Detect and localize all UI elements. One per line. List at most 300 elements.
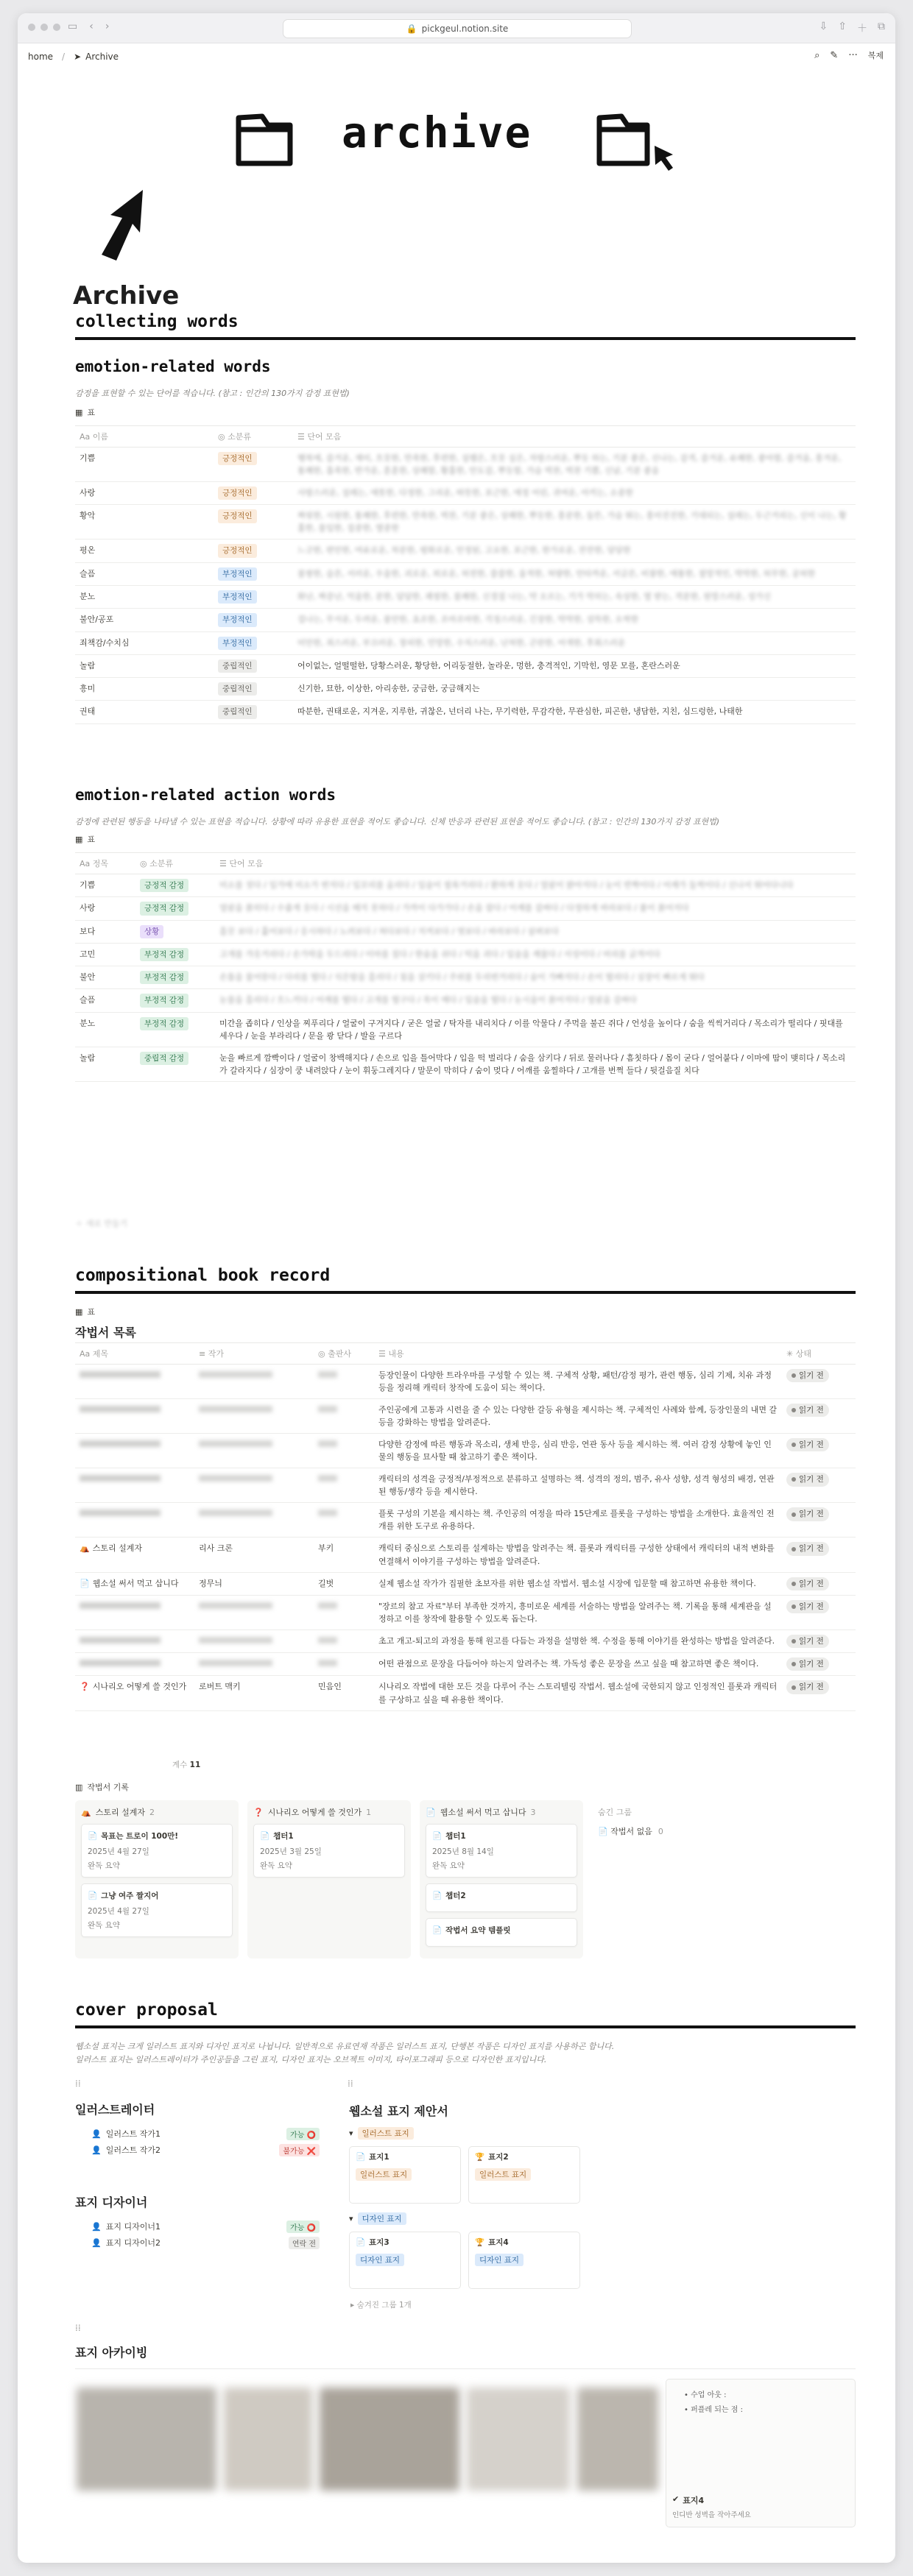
- row-name[interactable]: 기쁨: [75, 447, 214, 482]
- notion-topbar: [18, 43, 895, 70]
- category-tag: 중립적인: [218, 705, 257, 718]
- content-cell[interactable]: 실제 웹소설 작가가 집필한 초보자를 위한 웹소설 작법서. 웹소설 시장에 입문할 때 참고하면 유용한 책이다.: [374, 1572, 782, 1595]
- table-row[interactable]: [75, 1468, 856, 1503]
- table-row[interactable]: [75, 505, 856, 539]
- category-cell[interactable]: [214, 609, 293, 631]
- publisher-cell[interactable]: [314, 1399, 374, 1434]
- category-cell[interactable]: [135, 966, 215, 989]
- words-cell[interactable]: 화난, 짜증난, 억울한, 분한, 답답한, 괘씸한, 불쾌한, 신경질 나는, 약 오르는, 기가 막히는, 속상한, 열 받는, 격분한, 원망스러운, 성가신: [293, 585, 856, 608]
- download-icon: ⇩: [819, 21, 828, 32]
- status-badge: 읽기 전: [786, 1369, 829, 1382]
- card-date: 2025년 3월 25일: [260, 1847, 322, 1856]
- row-name[interactable]: 분노: [75, 585, 214, 608]
- book-title-cell[interactable]: [75, 1365, 194, 1399]
- words-cell[interactable]: 겁나는, 무서운, 두려운, 불안한, 초조한, 조마조마한, 걱정스러운, 긴장한, 막막한, 섬뜩한, 오싹한: [293, 609, 856, 631]
- category-tag: 긍정적 감정: [140, 902, 188, 915]
- content-cell[interactable]: 캐릭터 중심으로 스토리를 설계하는 방법을 알려주는 책. 플롯과 캐릭터를 구성한 상태에서 캐릭터의 내적 변화를 연결해서 이야기를 구성하는 방법을 알려준다.: [374, 1538, 782, 1572]
- author-cell[interactable]: [194, 1399, 314, 1434]
- column-header[interactable]: ☰ 단어 모음: [293, 426, 856, 447]
- category-cell[interactable]: [135, 1012, 215, 1047]
- row-name[interactable]: 보다: [75, 920, 135, 943]
- category-cell[interactable]: [135, 989, 215, 1012]
- words-cell[interactable]: 고개를 갸웃거리다 / 손가락을 두드리다 / 이마를 짚다 / 한숨을 쉬다 / 턱을 괴다 / 입술을 깨물다 / 서성이다 / 머리를 긁적이다: [215, 943, 856, 966]
- board-column[interactable]: [247, 1800, 411, 1958]
- category-cell[interactable]: [214, 701, 293, 723]
- words-cell[interactable]: 따분한, 권태로운, 지겨운, 지루한, 귀찮은, 넌더리 나는, 무기력한, 무감각한, 무관심한, 피곤한, 냉담한, 지친, 심드렁한, 나태한: [293, 701, 856, 723]
- row-name[interactable]: 슬픔: [75, 989, 135, 1012]
- column-header[interactable]: ☰ 단어 모음: [215, 853, 856, 874]
- lock-icon: 🔒: [406, 24, 417, 34]
- category-cell[interactable]: [214, 585, 293, 608]
- action-words-table: [75, 852, 856, 1082]
- availability-badge: 가능 ⭕: [286, 2221, 320, 2233]
- publisher-cell[interactable]: 길벗: [314, 1572, 374, 1595]
- author-cell[interactable]: 정무늬: [194, 1572, 314, 1595]
- availability-badge: 가능 ⭕: [286, 2128, 320, 2140]
- table-icon: ▦: [75, 834, 83, 844]
- file-icon: 📄: [260, 1832, 270, 1841]
- table-row[interactable]: [75, 1630, 856, 1652]
- board-column-header[interactable]: 📄 웹소설 써서 먹고 삽니다 3: [426, 1807, 536, 1817]
- publisher-cell[interactable]: [314, 1630, 374, 1652]
- category-tag: 중립적 감정: [140, 1052, 188, 1065]
- row-name[interactable]: 분노: [75, 1012, 135, 1047]
- book-board: [75, 1800, 714, 1958]
- column-header[interactable]: Aa 이름: [75, 426, 214, 447]
- column-header[interactable]: ≡ 작가: [194, 1343, 314, 1365]
- words-cell[interactable]: 눈을 빠르게 깜빡이다 / 얼굴이 창백해지다 / 손으로 입을 틀어막다 / 입을 떡 벌리다 / 숨을 삼키다 / 뒤로 물러나다 / 흠칫하다 / 몸이 굳다 / 얼어붙다 / 이마에 땀이 맺히다 / 목소리가 갈라지다 / 심장이 쿵 내려앉다 / 눈이 휘둥그레지다 / 말문이 막히다 / 숨이 멎다 / 어깨를 움찔하다 / 고개를 번쩍 들다 / 뒷걸음질 치다: [215, 1047, 856, 1081]
- page-title: Archive: [73, 281, 180, 311]
- tabs-icon: ⧉: [878, 21, 885, 32]
- designer-list: [91, 2218, 320, 2251]
- section-cover-proposal: cover proposal: [75, 2000, 218, 2020]
- table-row[interactable]: [75, 539, 856, 562]
- table-row[interactable]: [75, 678, 856, 701]
- board-card[interactable]: 📄 챕터1 2025년 3월 25일 완독 요약: [253, 1824, 405, 1878]
- group-icon: ⛺: [81, 1807, 91, 1817]
- row-name[interactable]: 놀람: [75, 1047, 135, 1081]
- group-design[interactable]: ▾ 디자인 표지: [349, 2212, 406, 2225]
- new-row-button[interactable]: ＋ 새로 만들기: [75, 1219, 128, 1228]
- address-bar[interactable]: [283, 19, 632, 38]
- publisher-cell[interactable]: [314, 1595, 374, 1630]
- publisher-cell[interactable]: [314, 1503, 374, 1538]
- cover-card[interactable]: 🏆 표지2 일러스트 표지: [468, 2146, 580, 2204]
- status-badge: 읽기 전: [786, 1680, 829, 1694]
- archive-page-icon: ➤: [74, 52, 82, 62]
- row-name[interactable]: 흥미: [75, 678, 214, 701]
- list-item[interactable]: 👤 표지 디자이너2 연락 전: [91, 2234, 320, 2251]
- author-cell[interactable]: [194, 1503, 314, 1538]
- table-row[interactable]: [75, 585, 856, 608]
- words-cell[interactable]: 얼굴을 붉히다 / 수줍게 웃다 / 시선을 떼지 못하다 / 가까이 다가가다 / 손을 잡다 / 어깨를 감싸다 / 다정하게 바라보다 / 볼이 붉어지다: [215, 897, 856, 920]
- category-cell[interactable]: [214, 631, 293, 654]
- author-cell[interactable]: [194, 1434, 314, 1468]
- column-header[interactable]: ✳ 상태: [782, 1343, 856, 1365]
- words-cell[interactable]: 흘끗 보다 / 훑어보다 / 응시하다 / 노려보다 / 쳐다보다 / 지켜보다 / 엿보다 / 바라보다 / 살펴보다: [215, 920, 856, 943]
- book-title: 시나리오 어떻게 쓸 것인가: [92, 1682, 187, 1692]
- check-icon: ✔: [672, 2494, 680, 2504]
- board-column-header[interactable]: ❓ 시나리오 어떻게 쓸 것인가 1: [253, 1807, 372, 1817]
- author-cell[interactable]: 로버트 맥키: [194, 1676, 314, 1710]
- category-tag: 상황: [140, 925, 163, 938]
- category-cell[interactable]: [214, 505, 293, 539]
- publisher-cell[interactable]: [314, 1468, 374, 1503]
- new-tab-icon: ＋: [857, 23, 867, 35]
- row-name[interactable]: 평온: [75, 539, 214, 562]
- publisher-cell[interactable]: 민음인: [314, 1676, 374, 1710]
- status-cell[interactable]: [782, 1653, 856, 1676]
- file-icon: 📄: [88, 1892, 98, 1900]
- row-name[interactable]: 권태: [75, 701, 214, 723]
- card-date: 2025년 4월 27일: [88, 1907, 149, 1916]
- board-view-tab[interactable]: ▥ 작법서 기록: [75, 1782, 130, 1792]
- table-row[interactable]: [75, 897, 856, 920]
- content-cell[interactable]: 시나리오 작법에 대한 모든 것을 다루어 주는 스토리텔링 작법서. 웹소설에 국한되지 않고 인정적인 플롯과 캐릭터를 구상하고 싶을 때 유용한 책이다.: [374, 1676, 782, 1710]
- category-cell[interactable]: [214, 654, 293, 677]
- content-cell[interactable]: 초고 개고-퇴고의 과정을 통해 원고를 다듬는 과정을 설명한 책. 수정을 통해 이야기를 완성하는 방법을 알려준다.: [374, 1630, 782, 1652]
- group-icon: 📄: [426, 1807, 436, 1817]
- table-row[interactable]: [75, 1047, 856, 1081]
- table-row[interactable]: [75, 1653, 856, 1676]
- category-cell[interactable]: [214, 539, 293, 562]
- publisher-cell[interactable]: [314, 1434, 374, 1468]
- table-row[interactable]: [75, 701, 856, 723]
- status-badge: 읽기 전: [786, 1404, 829, 1417]
- group-illustration[interactable]: ▾ 일러스트 표지: [349, 2127, 414, 2140]
- hidden-groups[interactable]: 숨긴 그룹 📄 작법서 없음 0: [592, 1800, 714, 1958]
- grid-icon: ⁞⁞: [75, 2323, 81, 2333]
- cover-card[interactable]: 📄 표지1 일러스트 표지: [349, 2146, 461, 2204]
- table-row[interactable]: [75, 1434, 856, 1468]
- card-meta: 완독 요약: [88, 1921, 120, 1930]
- table-view-tab[interactable]: ▦ 표: [75, 834, 96, 844]
- designers-title: 표지 디자이너: [75, 2195, 148, 2209]
- category-tag: 긍정적인: [218, 509, 257, 523]
- category-tag: 부정적인: [218, 567, 257, 581]
- share-icon: ⇧: [838, 21, 847, 32]
- divider: [75, 1291, 856, 1294]
- cover-detail-card[interactable]: • 수업 아웃 : • 퍼플레 되는 점 : ✔ 표지4 인디반 성벽을 작아주세요: [666, 2379, 856, 2527]
- cover-thumbnail[interactable]: [577, 2388, 658, 2491]
- row-name[interactable]: 사랑: [75, 482, 214, 505]
- status-badge: 읽기 전: [786, 1507, 829, 1521]
- status-cell[interactable]: [782, 1468, 856, 1503]
- row-name[interactable]: 죄책감/수치심: [75, 631, 214, 654]
- content-cell[interactable]: 플롯 구성의 기본을 제시하는 책. 주인공의 여정을 따라 15단계로 플롯을 구성하는 방법을 소개한다. 효율적인 전개를 위한 도구로 유용하다.: [374, 1503, 782, 1538]
- divider: [75, 337, 856, 340]
- column-header[interactable]: ◎ 출판사: [314, 1343, 374, 1365]
- status-cell[interactable]: [782, 1676, 856, 1710]
- table-row[interactable]: [75, 654, 856, 677]
- content-cell[interactable]: 주인공에게 고통과 시련을 줄 수 있는 다양한 갈등 유형을 제시하는 책. 구체적인 사례와 함께, 등장인물의 내면 갈등을 강화하는 방법을 알려준다.: [374, 1399, 782, 1434]
- book-title-cell[interactable]: [75, 1399, 194, 1434]
- row-name[interactable]: 고민: [75, 943, 135, 966]
- table-icon: ▦: [75, 407, 83, 417]
- illustrator-list: [91, 2126, 320, 2158]
- card-meta: 완독 요약: [260, 1861, 292, 1870]
- words-cell[interactable]: 사랑스러운, 설레는, 애틋한, 다정한, 그리운, 따뜻한, 포근한, 애정 어린, 귀여운, 아끼는, 소중한: [293, 482, 856, 505]
- row-name[interactable]: 놀람: [75, 654, 214, 677]
- book-title-cell[interactable]: [75, 1572, 194, 1595]
- book-icon: ⛺: [80, 1543, 90, 1554]
- column-header[interactable]: ☰ 내용: [374, 1343, 782, 1365]
- status-cell[interactable]: [782, 1503, 856, 1538]
- status-badge: 읽기 전: [786, 1635, 829, 1648]
- row-name[interactable]: 슬픔: [75, 562, 214, 585]
- breadcrumb-archive[interactable]: Archive: [85, 52, 119, 62]
- words-cell[interactable]: 불쌍한, 슬픈, 서러운, 우울한, 괴로운, 외로운, 허전한, 쓸쓸한, 울적한, 처량한, 안타까운, 서글픈, 비참한, 애통한, 절망적인, 막막한, 허무한, 공허한: [293, 562, 856, 585]
- duplicate-button[interactable]: 복제: [867, 51, 884, 60]
- table-row[interactable]: [75, 1676, 856, 1710]
- status-cell[interactable]: [782, 1365, 856, 1399]
- card-date: 2025년 4월 27일: [88, 1847, 149, 1856]
- cursor-arrow-icon: [97, 184, 156, 265]
- cover-desc-2: 일러스트 표지는 일러스트레이터가 주인공들을 그린 표지, 디자인 표지는 오브젝트 이미지, 타이포그래피 등으로 디자인한 표지입니다.: [75, 2055, 547, 2064]
- hidden-group-item[interactable]: 📄 작법서 없음 0: [598, 1827, 663, 1836]
- category-tag: 부정적 감정: [140, 1017, 188, 1030]
- hero-title: archive: [342, 107, 532, 158]
- status-cell[interactable]: [782, 1538, 856, 1572]
- book-title-cell[interactable]: [75, 1468, 194, 1503]
- list-item[interactable]: 👤 일러스트 작가1 가능 ⭕: [91, 2126, 320, 2142]
- publisher-cell[interactable]: [314, 1365, 374, 1399]
- cover-thumbnail[interactable]: [77, 2388, 216, 2491]
- status-cell[interactable]: [782, 1434, 856, 1468]
- table-row[interactable]: [75, 1572, 856, 1595]
- board-card[interactable]: 📄 챕터2: [426, 1883, 577, 1912]
- cover-card[interactable]: 🏆 표지4 디자인 표지: [468, 2232, 580, 2289]
- action-words-heading: emotion-related action words: [75, 786, 336, 804]
- breadcrumb[interactable]: home / ➤ Archive: [28, 52, 119, 62]
- status-badge: 읽기 전: [786, 1600, 829, 1613]
- browser-chrome: [18, 13, 895, 43]
- table-row[interactable]: [75, 482, 856, 505]
- content-cell[interactable]: 어떤 관점으로 문장을 다듬어야 하는지 알려주는 책. 가독성 좋은 문장을 쓰고 싶을 때 참고하면 좋은 책이다.: [374, 1653, 782, 1676]
- status-cell[interactable]: [782, 1630, 856, 1652]
- proposal-title: 웹소설 표지 제안서: [349, 2104, 448, 2118]
- category-cell[interactable]: [214, 562, 293, 585]
- row-name[interactable]: 기쁨: [75, 874, 135, 897]
- section-book-record: compositional book record: [75, 1266, 331, 1285]
- cover-thumbnail[interactable]: [320, 2388, 459, 2491]
- author-cell[interactable]: [194, 1653, 314, 1676]
- book-title-cell[interactable]: [75, 1595, 194, 1630]
- action-words-desc: 감정에 관련된 행동을 나타낼 수 있는 표현을 적습니다. 상황에 따라 유용한 표현을 적어도 좋습니다. 신체 반응과 관련된 표현을 적어도 좋습니다. (참고 : 인간의 130가지 감정 표현법): [75, 817, 720, 827]
- card-meta: 완독 요약: [88, 1861, 120, 1870]
- table-row[interactable]: [75, 609, 856, 631]
- book-title-cell[interactable]: [75, 1538, 194, 1572]
- page-cover: [18, 72, 895, 183]
- status-cell[interactable]: [782, 1595, 856, 1630]
- table-row[interactable]: [75, 1365, 856, 1399]
- url-text: pickgeul.notion.site: [421, 24, 509, 34]
- category-tag: 부정적인: [218, 613, 257, 626]
- table-row[interactable]: [75, 920, 856, 943]
- search-icon[interactable]: ⌕: [814, 49, 820, 61]
- words-cell[interactable]: 미안한, 죄스러운, 부끄러운, 창피한, 민망한, 수치스러운, 난처한, 곤란한, 어색한, 후회스러운: [293, 631, 856, 654]
- hidden-groups-toggle[interactable]: ▸ 숨겨진 그룹 1개: [350, 2301, 412, 2310]
- person-icon: 👤: [91, 2221, 102, 2232]
- content-cell[interactable]: 캐릭터의 성격을 긍정적/부정적으로 분류하고 설명하는 책. 성격의 정의, 범주, 유사 성향, 성격 형성의 배경, 연관된 행동/생각 등을 제시한다.: [374, 1468, 782, 1503]
- table-row[interactable]: [75, 1503, 856, 1538]
- status-cell[interactable]: [782, 1572, 856, 1595]
- status-badge: 읽기 전: [786, 1657, 829, 1671]
- section-collecting-words: collecting words: [75, 312, 239, 331]
- table-row[interactable]: [75, 943, 856, 966]
- words-cell[interactable]: 어이없는, 얼떨떨한, 당황스러운, 황당한, 어리둥절한, 놀라운, 멍한, 충격적인, 기막힌, 영문 모를, 혼란스러운: [293, 654, 856, 677]
- cover-desc-1: 웹소설 표지는 크게 일러스트 표지와 디자인 표지로 나뉩니다. 일반적으로 유료연재 작품은 일러스트 표지, 단행본 작품은 디자인 표지를 사용하곤 합니다.: [75, 2042, 615, 2051]
- author-cell[interactable]: 리사 크론: [194, 1538, 314, 1572]
- row-count: 계수 11: [172, 1761, 201, 1769]
- availability-badge: 불가능 ❌: [279, 2144, 320, 2156]
- row-name[interactable]: 불안/공포: [75, 609, 214, 631]
- words-cell[interactable]: 느긋한, 편안한, 여유로운, 차분한, 평화로운, 안정된, 고요한, 포근한, 한가로운, 잔잔한, 담담한: [293, 539, 856, 562]
- file-icon: 📄: [356, 2153, 366, 2162]
- content-cell[interactable]: "장르의 참고 자료"부터 부족한 것까지, 흥미로운 세계를 서술하는 방법을 알려주는 책. 기록을 통해 세계관을 설정하고 이를 창작에 활용할 수 있도록 돕는다.: [374, 1595, 782, 1630]
- table-row[interactable]: [75, 1538, 856, 1572]
- cover-thumbnail[interactable]: [224, 2388, 312, 2491]
- table-row[interactable]: [75, 1012, 856, 1047]
- category-cell[interactable]: [214, 447, 293, 482]
- book-list-table: [75, 1342, 856, 1711]
- trophy-icon: 🏆: [475, 2153, 485, 2162]
- board-column[interactable]: [75, 1800, 239, 1958]
- status-cell[interactable]: [782, 1399, 856, 1434]
- cover-card[interactable]: 📄 표지3 디자인 표지: [349, 2232, 461, 2289]
- content-cell[interactable]: 다양한 감정에 따른 행동과 목소리, 생체 반응, 심리 반응, 연관 동사 등을 제시하는 책. 여러 감정 상황에 놓인 인물의 행동을 묘사할 때 참고하기 좋은 책이다.: [374, 1434, 782, 1468]
- more-icon[interactable]: ···: [848, 49, 858, 61]
- author-cell[interactable]: [194, 1365, 314, 1399]
- board-icon: ▥: [75, 1782, 83, 1792]
- board-column-header[interactable]: ⛺ 스토리 설계자 2: [81, 1807, 155, 1817]
- person-icon: 👤: [91, 2129, 102, 2139]
- person-icon: 👤: [91, 2237, 102, 2248]
- grid-icon: ⁞⁞: [348, 2078, 353, 2089]
- illustrators-title: 일러스트레이터: [75, 2103, 155, 2117]
- words-cell[interactable]: 행복에, 즐거운, 재미, 흐뭇한, 만족한, 후련한, 설렘은, 흐뭇 실은, 자랑스러운, 뿌듯 하는, 기분 좋은, 신나는, 감격, 즐거운, 유쾌한, 좋아함, 즐거움, 흥겨운, 통쾌한, 흡족한, 반가운, 훈훈한, 상쾌함, 황홀한, 안도감, 뿌듯함, 가슴 벅찬, 벅찬 기쁨, 신남, 기분 좋음: [293, 447, 856, 482]
- words-cell[interactable]: 미간을 좁히다 / 인상을 찌푸리다 / 얼굴이 구겨지다 / 굳은 얼굴 / 탁자를 내리치다 / 이를 악물다 / 주먹을 불끈 쥐다 / 언성을 높이다 / 숨을 씩씩거리다 / 목소리가 떨리다 / 핏대를 세우다 / 눈을 부라리다 / 문을 쾅 닫다 / 발을 구르다: [215, 1012, 856, 1047]
- table-row[interactable]: [75, 989, 856, 1012]
- board-card[interactable]: 📄 그냥 여주 짤지어 2025년 4월 27일 완독 요약: [81, 1883, 233, 1937]
- breadcrumb-home[interactable]: home: [28, 52, 54, 62]
- nav-buttons[interactable]: [68, 21, 109, 32]
- table-icon: ▦: [75, 1306, 83, 1317]
- table-row[interactable]: [75, 874, 856, 897]
- category-cell[interactable]: [135, 943, 215, 966]
- back-icon: ‹: [89, 21, 94, 32]
- board-card[interactable]: 📄 작법서 요약 템플릿: [426, 1918, 577, 1947]
- column-header[interactable]: ◎ 소분류: [135, 853, 215, 874]
- words-cell[interactable]: 미소를 짓다 / 입가에 미소가 번지다 / 입꼬리를 올리다 / 입술이 씰룩거리다 / 환하게 웃다 / 얼굴이 밝아지다 / 눈이 반짝이다 / 어깨가 들썩이다 / 신나서 뛰어다니다: [215, 874, 856, 897]
- category-cell[interactable]: [214, 678, 293, 701]
- cover-thumbnail[interactable]: [467, 2388, 570, 2491]
- book-title-cell[interactable]: [75, 1676, 194, 1710]
- author-cell[interactable]: [194, 1630, 314, 1652]
- forward-icon: ›: [105, 21, 110, 32]
- book-title-cell[interactable]: [75, 1503, 194, 1538]
- status-badge: 읽기 전: [786, 1473, 829, 1486]
- author-cell[interactable]: [194, 1468, 314, 1503]
- table-row[interactable]: [75, 966, 856, 989]
- status-badge: 읽기 전: [786, 1542, 829, 1555]
- table-row[interactable]: [75, 631, 856, 654]
- category-tag: 부정적 감정: [140, 948, 188, 961]
- browser-window: [18, 13, 895, 2563]
- category-tag: 긍정적인: [218, 486, 257, 500]
- table-row[interactable]: [75, 447, 856, 482]
- publisher-cell[interactable]: 부키: [314, 1538, 374, 1572]
- emotion-words-heading: emotion-related words: [75, 358, 271, 375]
- window-controls[interactable]: [28, 24, 60, 31]
- table-row[interactable]: [75, 562, 856, 585]
- table-view-tab[interactable]: ▦ 표: [75, 407, 96, 417]
- category-cell[interactable]: [214, 482, 293, 505]
- words-cell[interactable]: 손톱을 물어뜯다 / 다리를 떨다 / 식은땀을 흘리다 / 침을 삼키다 / 주위를 두리번거리다 / 숨이 가빠지다 / 손이 떨리다 / 심장이 빠르게 뛰다: [215, 966, 856, 989]
- emotion-words-table: [75, 425, 856, 724]
- category-tag: 중립적인: [218, 659, 257, 673]
- browser-actions[interactable]: [819, 21, 885, 35]
- row-name[interactable]: 불안: [75, 966, 135, 989]
- archive-title: 표지 아카이빙: [75, 2346, 148, 2360]
- availability-badge: 연락 전: [289, 2237, 320, 2249]
- edit-icon[interactable]: ✎: [830, 49, 839, 61]
- board-card[interactable]: 📄 목표는 트로이 100만! 2025년 4월 27일 완독 요약: [81, 1824, 233, 1878]
- column-header[interactable]: Aa 정목: [75, 853, 135, 874]
- file-icon: 📄: [598, 1827, 611, 1836]
- list-item[interactable]: 👤 표지 디자이너1 가능 ⭕: [91, 2218, 320, 2234]
- table-row[interactable]: [75, 1399, 856, 1434]
- content-cell[interactable]: 등장인물이 다양한 트라우마를 구성할 수 있는 책. 구체적 상황, 패턴/감정 평가, 관련 행동, 심리 기제, 치유 과정 등을 정리해 캐릭터 창작에 도움이 되는 책이다.: [374, 1365, 782, 1399]
- book-table-title: 작법서 목록: [75, 1326, 136, 1340]
- row-name[interactable]: 황악: [75, 505, 214, 539]
- board-column[interactable]: [420, 1800, 583, 1958]
- column-header[interactable]: ◎ 소분류: [214, 426, 293, 447]
- column-header[interactable]: Aa 제목: [75, 1343, 194, 1365]
- category-cell[interactable]: [135, 874, 215, 897]
- category-cell[interactable]: [135, 1047, 215, 1081]
- row-name[interactable]: 사랑: [75, 897, 135, 920]
- words-cell[interactable]: 신기한, 묘한, 이상한, 아리송한, 궁금한, 궁금해지는: [293, 678, 856, 701]
- category-tag: 긍정적 감정: [140, 879, 188, 892]
- category-cell[interactable]: [135, 897, 215, 920]
- list-item[interactable]: 👤 일러스트 작가2 불가능 ❌: [91, 2142, 320, 2158]
- book-title-cell[interactable]: [75, 1434, 194, 1468]
- status-badge: 읽기 전: [786, 1438, 829, 1451]
- book-icon: 📄: [80, 1578, 90, 1588]
- publisher-cell[interactable]: [314, 1653, 374, 1676]
- board-card[interactable]: 📄 챕터1 2025년 8월 14일 완독 요약: [426, 1824, 577, 1878]
- book-title-cell[interactable]: [75, 1630, 194, 1652]
- book-title: 스토리 설계자: [92, 1543, 142, 1554]
- grid-icon: ⁞⁞: [75, 2078, 81, 2089]
- book-title-cell[interactable]: [75, 1653, 194, 1676]
- card-date: 2025년 8월 14일: [432, 1847, 494, 1856]
- table-row[interactable]: [75, 1595, 856, 1630]
- file-icon: 📄: [432, 1926, 443, 1935]
- category-tag: 부정적 감정: [140, 994, 188, 1007]
- emotion-words-desc: 감정을 표현할 수 있는 단어를 적습니다. (참고 : 인간의 130가지 감정 표현법): [75, 389, 350, 398]
- file-icon: 📄: [88, 1832, 98, 1841]
- category-cell[interactable]: [135, 920, 215, 943]
- table-view-tab[interactable]: ▦ 표: [75, 1306, 96, 1317]
- sidebar-icon: ▭: [68, 21, 78, 32]
- words-cell[interactable]: 눈물을 흘리다 / 흐느끼다 / 어깨를 떨다 / 고개를 떨구다 / 목이 메다 / 입술을 떨다 / 눈시울이 붉어지다 / 얼굴을 감싸다: [215, 989, 856, 1012]
- category-tag: 중립적인: [218, 682, 257, 696]
- words-cell[interactable]: 짜릿한, 시원한, 통쾌한, 후련한, 만족한, 벅찬, 기분 좋은, 상쾌한, 뿌듯한, 흥분한, 들뜬, 가슴 뛰는, 흥미진진한, 기대되는, 설레는, 두근거리는, 신이 나는, 황홀한, 몰입한, 집중한, 열중한: [293, 505, 856, 539]
- category-tag: 부정적인: [218, 590, 257, 604]
- author-cell[interactable]: [194, 1595, 314, 1630]
